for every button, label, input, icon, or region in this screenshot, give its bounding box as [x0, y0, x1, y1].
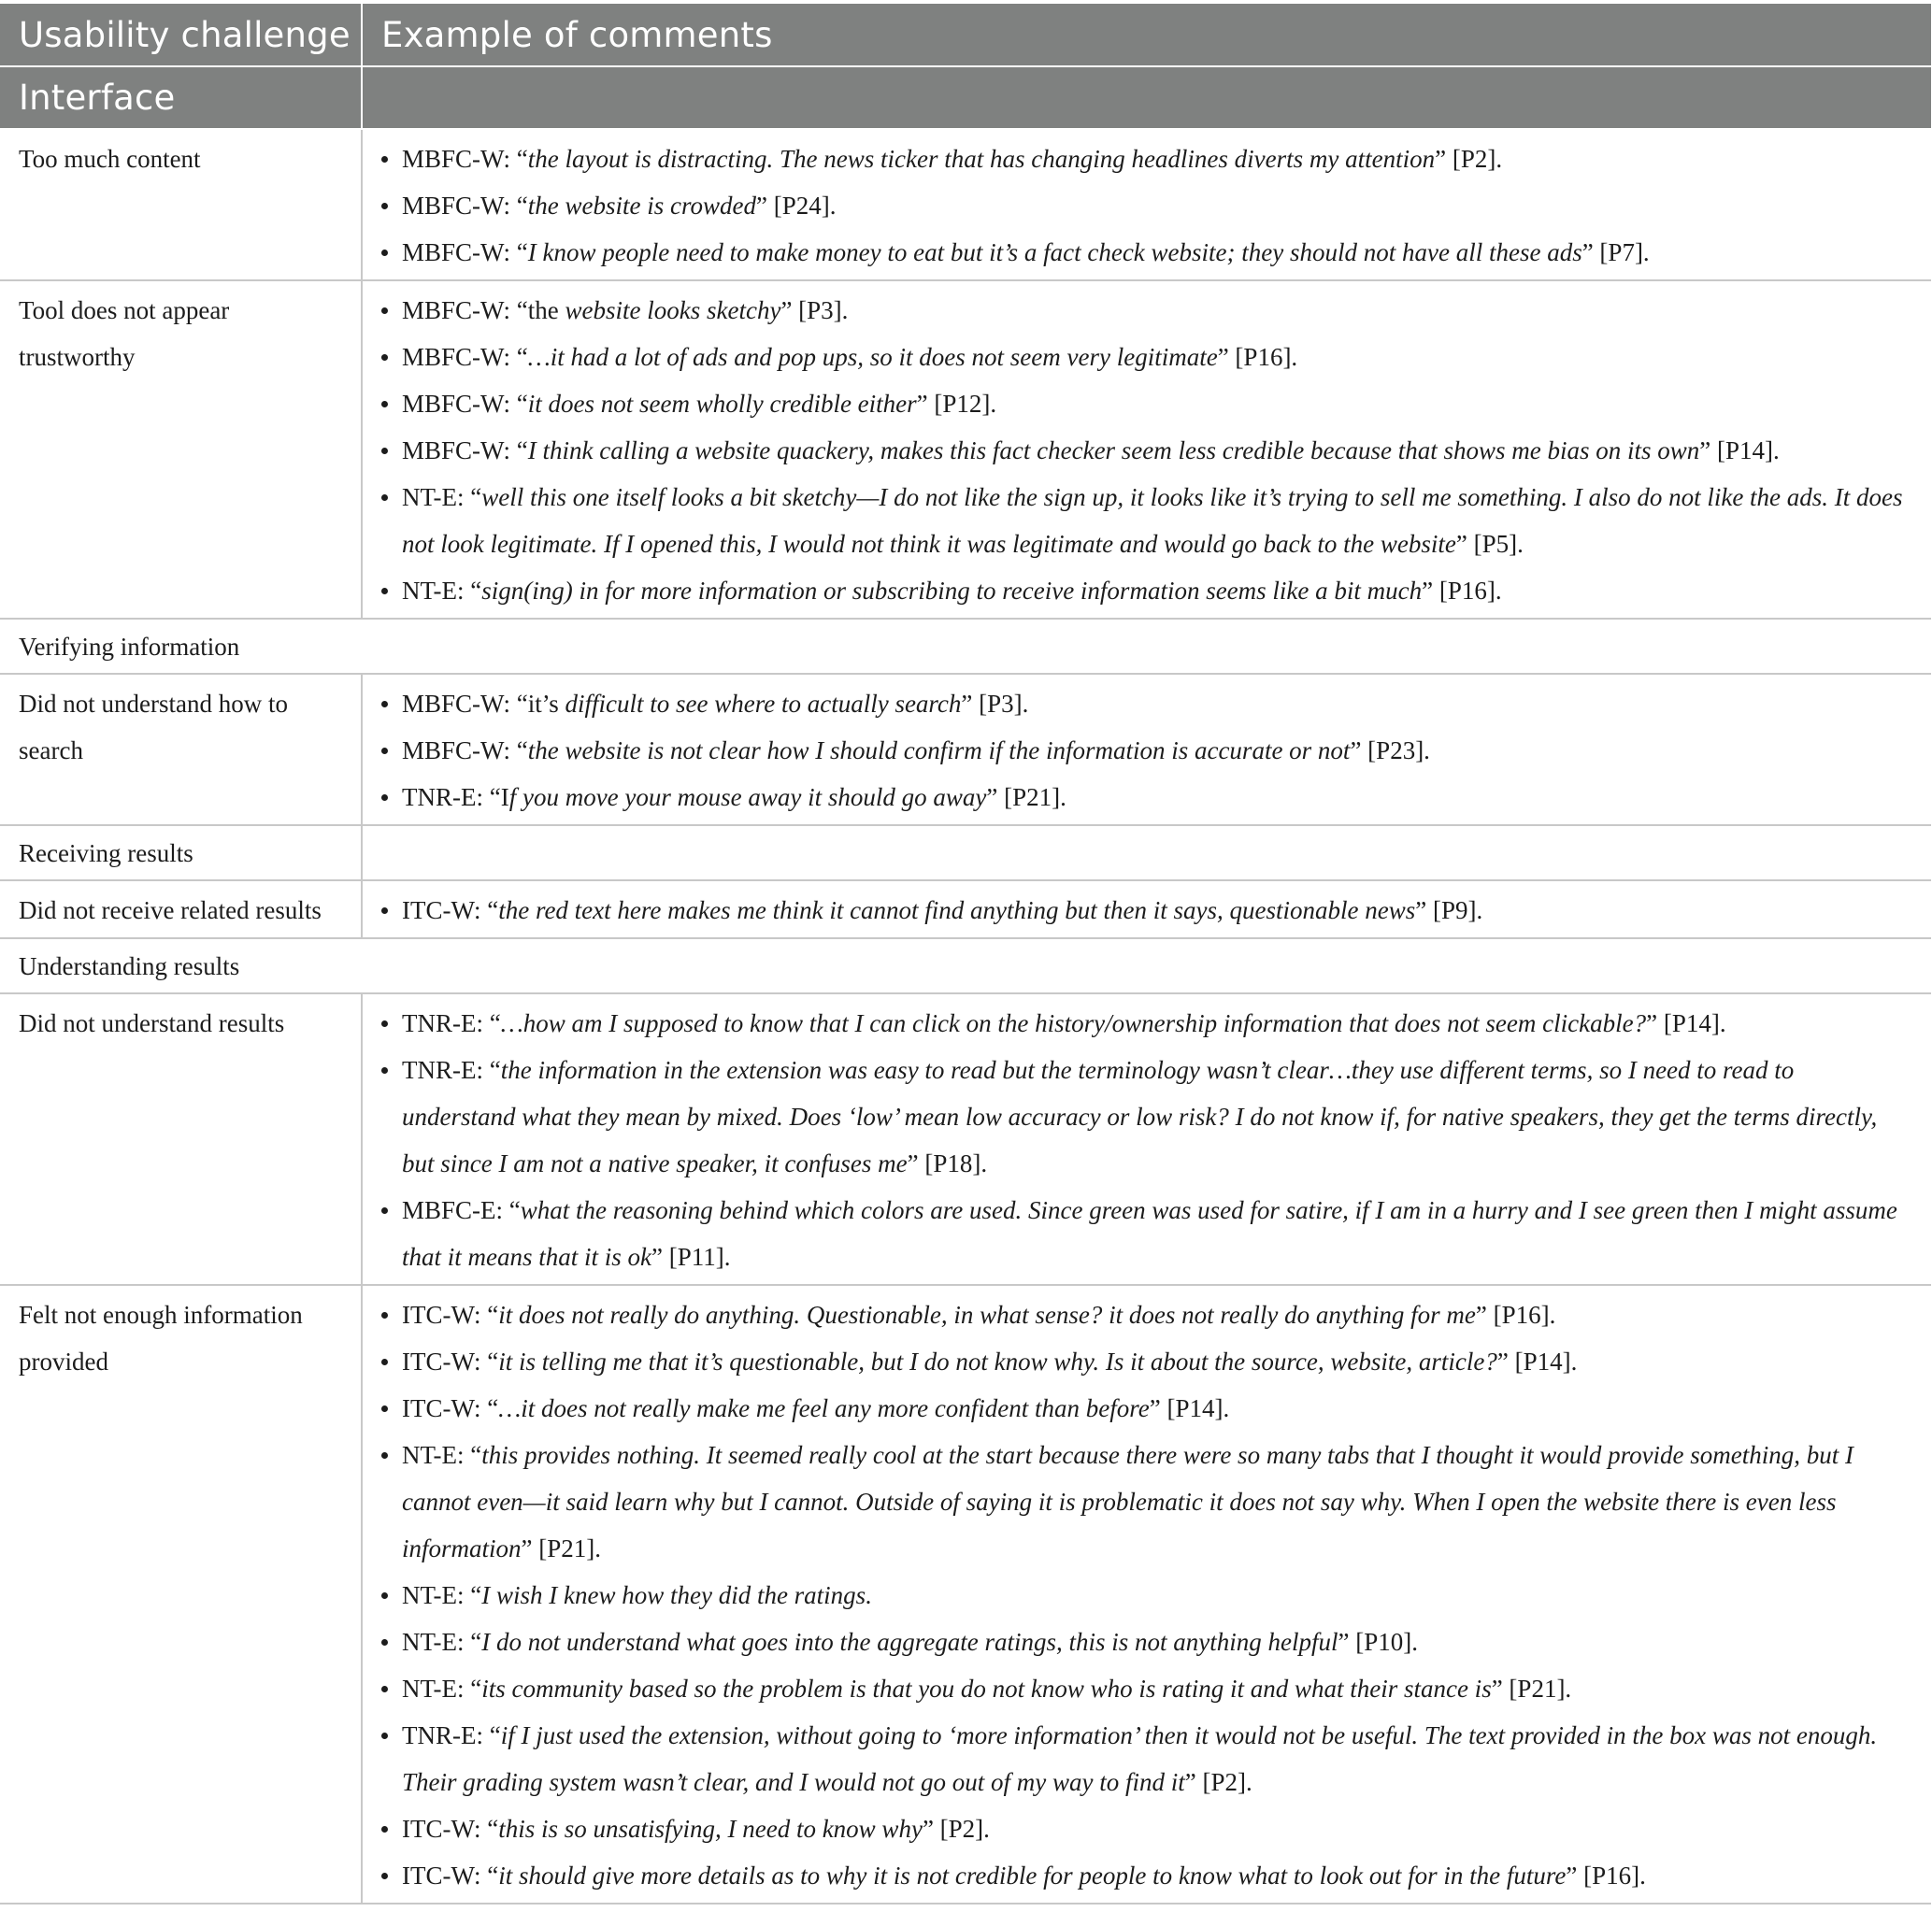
comment-item — [381, 567, 1911, 614]
comment-participant: ” [P16]. — [1566, 1862, 1646, 1890]
challenge-label: Did not understand results — [0, 993, 362, 1285]
comment-quote: difficult to see where to actually search — [565, 690, 962, 718]
comment-source: ITC-W: “ — [402, 1394, 499, 1422]
comment-item — [381, 887, 1911, 934]
comment-quote: …it had a lot of ads and pop ups, so it does not seem very legitimate — [527, 343, 1218, 371]
comments-cell — [362, 674, 1931, 825]
comment-item — [381, 136, 1911, 182]
comment-quote: well this one itself looks a bit sketchy—I do not like the sign up, it looks like it’s trying to sell me something. I also do not like the ads. It does not look legitimate. If I opened this, I would not think it was legitimate and would go back to the website — [402, 483, 1903, 558]
comment-source: MBFC-W: “ — [402, 736, 528, 764]
comment-item — [381, 229, 1911, 276]
section-row — [0, 619, 1931, 674]
comment-participant: ” [P12]. — [916, 390, 997, 418]
comment-source: NT-E: “ — [402, 483, 482, 511]
table-row — [0, 880, 1931, 938]
comment-item — [381, 1000, 1911, 1047]
comment-quote: the red text here makes me think it cannot find anything but then it says, questionable news — [498, 896, 1416, 924]
comment-source: ITC-W: “ — [402, 1862, 499, 1890]
comment-source: MBFC-W: “ — [402, 436, 528, 464]
comment-source: TNR-E: “ — [402, 1009, 501, 1037]
challenge-label: Felt not enough information provided — [0, 1285, 362, 1904]
comment-quote: f you move your mouse away it should go away — [508, 783, 987, 811]
comment-item — [381, 1385, 1911, 1432]
comment-source: TNR-E: “ — [402, 1721, 501, 1749]
comment-quote: the layout is distracting. The news ticker that has changing headlines diverts my attention — [527, 145, 1436, 173]
comment-item — [381, 1047, 1911, 1187]
table-row — [0, 129, 1931, 280]
comment-source: TNR-E: “I — [402, 783, 509, 811]
comment-quote: it does not really do anything. Questionable, in what sense? it does not really do anything for me — [498, 1301, 1476, 1329]
comment-item — [381, 774, 1911, 820]
table-row — [0, 280, 1931, 619]
comment-source: MBFC-E: “ — [402, 1196, 521, 1224]
comment-source: NT-E: “ — [402, 1675, 482, 1703]
comments-cell — [362, 993, 1931, 1285]
comment-participant: ” [P2]. — [922, 1815, 990, 1843]
table-row — [0, 1285, 1931, 1904]
comment-quote: I know people need to make money to eat but it’s a fact check website; they should not have all these ads — [527, 238, 1582, 266]
comment-source: NT-E: “ — [402, 1441, 482, 1469]
comment-item — [381, 1338, 1911, 1385]
section-row — [0, 825, 1931, 880]
comments-cell — [362, 1285, 1931, 1904]
comments-cell — [362, 880, 1931, 938]
comment-participant: ” [P5]. — [1455, 530, 1524, 558]
comment-quote: it does not seem wholly credible either — [527, 390, 917, 418]
comment-item — [381, 1665, 1911, 1712]
comment-participant: ” [P24]. — [755, 192, 837, 220]
comment-quote: it should give more details as to why it is not credible for people to know what to look out for in the future — [498, 1862, 1567, 1890]
challenge-label: Did not receive related results — [0, 880, 362, 938]
comment-source: ITC-W: “ — [402, 896, 499, 924]
comment-source: MBFC-W: “ — [402, 192, 528, 220]
comment-quote: its community based so the problem is that you do not know who is rating it and what their stance is — [481, 1675, 1492, 1703]
section-label: Understanding results — [0, 938, 1931, 993]
section-label: Verifying information — [0, 619, 1931, 674]
comment-participant: ” [P21]. — [521, 1534, 601, 1562]
comment-list — [381, 1000, 1911, 1280]
comment-participant: ” [P14]. — [1149, 1394, 1230, 1422]
comment-participant: ” [P16]. — [1217, 343, 1298, 371]
comment-quote: the information in the extension was easy to read but the terminology wasn’t clear…they use different terms, so I need to read to understand what they mean by mixed. Does ‘low’ mean low accuracy or low risk? I do not know if, for native speakers, they get the terms directly, but since I am not a native speaker, it confuses me — [402, 1056, 1878, 1177]
usability-table — [0, 4, 1931, 1905]
comment-quote: it is telling me that it’s questionable, but I do not know why. Is it about the source, website, article? — [498, 1348, 1497, 1376]
comment-participant: ” [P9]. — [1415, 896, 1483, 924]
comment-list — [381, 287, 1911, 614]
comment-quote: the website is crowded — [527, 192, 756, 220]
comment-quote: the website is not clear how I should confirm if the information is accurate or not — [527, 736, 1351, 764]
comment-source: MBFC-W: “the — [402, 296, 565, 324]
comment-item — [381, 380, 1911, 427]
comment-item — [381, 287, 1911, 334]
challenge-label: Did not understand how to search — [0, 674, 362, 825]
comment-source: TNR-E: “ — [402, 1056, 501, 1084]
comment-participant: ” [P14]. — [1646, 1009, 1726, 1037]
comment-source: MBFC-W: “ — [402, 390, 528, 418]
section-row — [0, 938, 1931, 993]
comment-participant: ” [P14]. — [1699, 436, 1780, 464]
table-row — [0, 674, 1931, 825]
comment-item — [381, 1805, 1911, 1852]
comment-source: ITC-W: “ — [402, 1301, 499, 1329]
comment-item — [381, 1852, 1911, 1899]
section-header-empty-cell — [362, 66, 1931, 129]
comment-item — [381, 680, 1911, 727]
challenge-label: Tool does not appear trustworthy — [0, 280, 362, 619]
comment-source: NT-E: “ — [402, 1628, 482, 1656]
comment-quote: this provides nothing. It seemed really cool at the start because there were so many tabs that I thought it would provide something, but I cannot even—it said learn why but I cannot. Outside of saying it is problematic it does not say why. When I open the website there is even less information — [402, 1441, 1854, 1562]
comment-participant: ” [P2]. — [1184, 1768, 1252, 1796]
comment-item — [381, 334, 1911, 380]
table-header-row — [0, 4, 1931, 66]
section-header-interface: Interface — [0, 66, 362, 129]
comment-participant: ” [P21]. — [986, 783, 1066, 811]
comment-quote: I do not understand what goes into the aggregate ratings, this is not anything helpful — [481, 1628, 1338, 1656]
comment-item — [381, 1432, 1911, 1572]
comment-participant: ” [P18]. — [907, 1149, 988, 1177]
table-row — [0, 993, 1931, 1285]
comment-item — [381, 182, 1911, 229]
comment-participant: ” [P2]. — [1435, 145, 1503, 173]
comment-source: ITC-W: “ — [402, 1815, 499, 1843]
comment-item — [381, 1619, 1911, 1665]
comment-quote: if I just used the extension, without going to ‘more information’ then it would not be useful. The text provided in the box was not enough. Their grading system wasn’t clear, and I would not go out of my way to find it — [402, 1721, 1878, 1796]
comment-item — [381, 427, 1911, 474]
comment-quote: …it does not really make me feel any more confident than before — [498, 1394, 1150, 1422]
comment-participant: ” [P3]. — [780, 296, 849, 324]
comment-participant: ” [P16]. — [1475, 1301, 1556, 1329]
comment-participant: ” [P11]. — [651, 1243, 731, 1271]
column-header-usability-challenge: Usability challenge — [0, 4, 362, 66]
comment-quote: what the reasoning behind which colors are used. Since green was used for satire, if I am in a hurry and I see green then I might assume that it means that it is ok — [402, 1196, 1897, 1271]
comment-quote: …how am I supposed to know that I can click on the history/ownership information that does not seem clickable? — [500, 1009, 1647, 1037]
comment-item — [381, 727, 1911, 774]
comment-source: MBFC-W: “ — [402, 343, 528, 371]
comment-participant: ” [P3]. — [961, 690, 1029, 718]
comment-source: NT-E: “ — [402, 1581, 482, 1609]
comment-participant: ” [P23]. — [1350, 736, 1430, 764]
comment-source: NT-E: “ — [402, 577, 482, 605]
comment-list — [381, 136, 1911, 276]
column-header-example-comments: Example of comments — [362, 4, 1931, 66]
comment-source: MBFC-W: “it’s — [402, 690, 565, 718]
comments-cell — [362, 280, 1931, 619]
comment-participant: ” [P16]. — [1422, 577, 1502, 605]
comment-item — [381, 1572, 1911, 1619]
comment-list — [381, 680, 1911, 820]
comment-quote: website looks sketchy — [565, 296, 781, 324]
comment-quote: I think calling a website quackery, makes this fact checker seem less credible because that shows me bias on its own — [527, 436, 1700, 464]
comment-source: MBFC-W: “ — [402, 145, 528, 173]
comment-participant: ” [P7]. — [1581, 238, 1650, 266]
comment-source: ITC-W: “ — [402, 1348, 499, 1376]
table-body — [0, 129, 1931, 1904]
comment-list — [381, 1291, 1911, 1899]
comment-quote: I wish I knew how they did the ratings. — [481, 1581, 872, 1609]
comment-participant: ” [P14]. — [1496, 1348, 1578, 1376]
comment-item — [381, 1187, 1911, 1280]
comment-participant: ” [P10]. — [1338, 1628, 1418, 1656]
comments-cell — [362, 129, 1931, 280]
challenge-label: Too much content — [0, 129, 362, 280]
comment-item — [381, 1291, 1911, 1338]
comment-list — [381, 887, 1911, 934]
comment-item — [381, 1712, 1911, 1805]
comment-quote: this is so unsatisfying, I need to know why — [498, 1815, 923, 1843]
section-label: Receiving results — [0, 825, 362, 880]
comment-participant: ” [P21]. — [1491, 1675, 1572, 1703]
section-empty-cell — [362, 825, 1931, 880]
comment-quote: sign(ing) in for more information or subscribing to receive information seems like a bit much — [481, 577, 1423, 605]
section-header-row — [0, 66, 1931, 129]
comment-source: MBFC-W: “ — [402, 238, 528, 266]
comment-item — [381, 474, 1911, 567]
